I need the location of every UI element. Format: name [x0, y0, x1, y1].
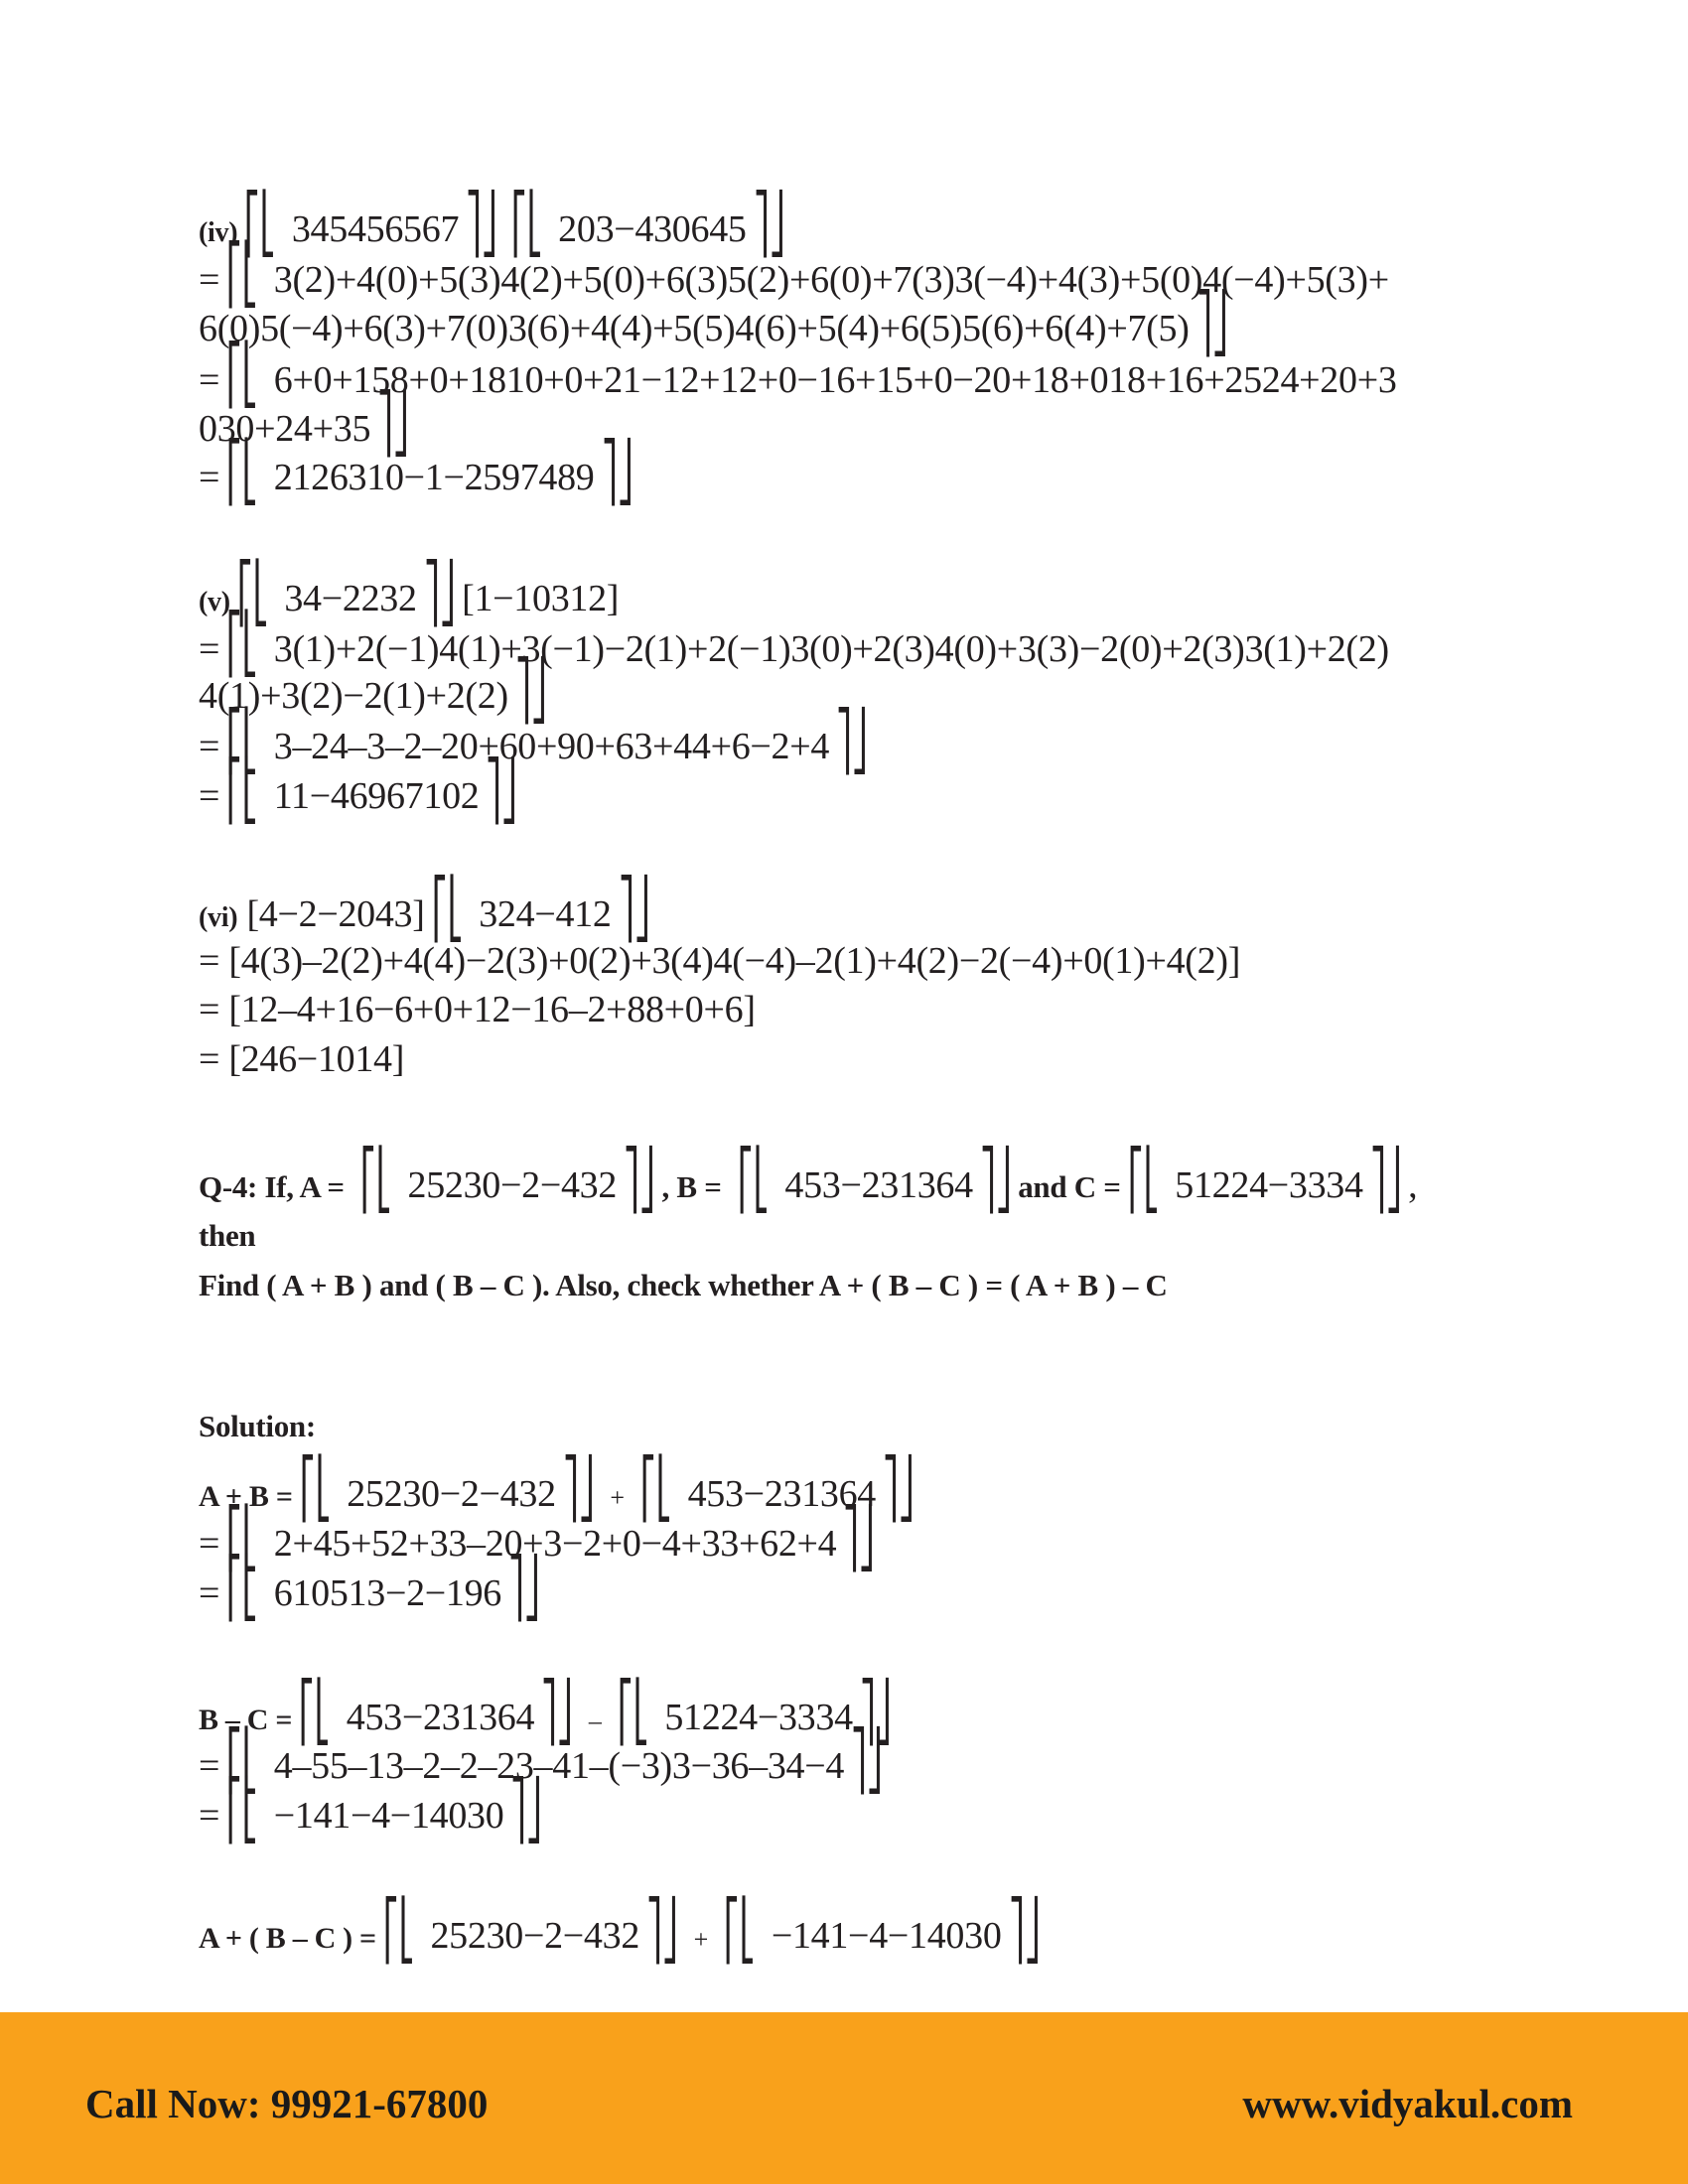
bracket-icon: ⎤⎦: [850, 1728, 883, 1793]
bracket-icon: ⎤⎦: [835, 709, 868, 773]
result: 11−46967102: [273, 775, 480, 817]
bracket-icon: ⎤⎦: [979, 1148, 1012, 1212]
equals-sign: =: [199, 726, 220, 767]
equals-sign: =: [199, 259, 220, 301]
bracket-icon: ⎤⎦: [541, 1680, 573, 1744]
part-label: (vi): [199, 902, 238, 933]
part-vi-result: = [246−1014]: [199, 1038, 405, 1080]
part-v-step2: [199, 709, 874, 773]
expression: 4(1)+3(2)−2(1)+2(2): [199, 675, 508, 717]
matrix-c: 51224−3334: [1175, 1164, 1363, 1206]
matrix: 34−2232: [284, 578, 417, 619]
bracket-icon: ⎤⎦: [1369, 1148, 1402, 1212]
expression: 3–24–3–2–20+60+90+63+44+6−2+4: [273, 726, 830, 767]
bracket-icon: ⎤⎦: [562, 1456, 595, 1521]
a-plus-b-minus-c-line: [199, 1898, 1047, 1963]
matrix: 345456567: [291, 208, 460, 250]
equals-sign: =: [199, 1572, 220, 1614]
bracket-icon: ⎤⎦: [486, 758, 517, 823]
bracket-icon: ⎡⎣: [226, 758, 258, 823]
bracket-icon: ⎡⎣: [639, 1456, 672, 1521]
equals-sign: =: [199, 1795, 220, 1837]
question-then: then: [199, 1218, 256, 1253]
part-iv-step1b: [199, 291, 1234, 355]
equals-sign: =: [199, 1745, 220, 1787]
question-prefix: Q-4: If, A =: [199, 1169, 345, 1204]
part-vi-step1: = [4(3)–2(2)+4(4)−2(3)+0(2)+3(4)4(−4)–2(1)+4(2)−2(−4)+0(1)+4(2)]: [199, 940, 1241, 982]
a-plus-b-result: [199, 1556, 546, 1620]
bracket-icon: ⎡⎣: [382, 1898, 415, 1963]
bracket-icon: ⎡⎣: [226, 612, 258, 676]
bracket-icon: ⎡⎣: [236, 561, 269, 625]
bracket-icon: ⎤⎦: [466, 192, 497, 256]
a-plus-b-label: A + B =: [199, 1480, 293, 1513]
part-vi-question: [199, 877, 656, 941]
bracket-icon: ⎡⎣: [226, 1728, 258, 1793]
part-label: (iv): [199, 217, 238, 248]
bracket-icon: ⎡⎣: [617, 1680, 649, 1744]
part-v-result: [199, 758, 524, 823]
bracket-icon: ⎤⎦: [618, 877, 650, 941]
matrix: −141−4−14030: [771, 1915, 1002, 1957]
bracket-icon: ⎡⎣: [737, 1148, 770, 1212]
solution-heading: Solution:: [199, 1409, 316, 1443]
equals-sign: =: [199, 359, 220, 401]
part-iv-result: [199, 440, 639, 504]
equals-sign: =: [199, 775, 220, 817]
equals-sign: =: [199, 628, 220, 670]
bracket-icon: ⎡⎣: [226, 342, 258, 407]
question-b-label: , B =: [661, 1169, 722, 1204]
bracket-icon: ⎡⎣: [226, 1556, 258, 1620]
equals-sign: =: [199, 1523, 220, 1565]
matrix: 453−231364: [687, 1473, 877, 1515]
a-plus-b-step: [199, 1506, 882, 1570]
result: −141−4−14030: [273, 1795, 504, 1837]
a-plus-b-minus-c-label: A + ( B – C ) =: [199, 1922, 376, 1955]
footer-banner: [0, 2012, 1688, 2184]
bracket-icon: ⎤⎦: [843, 1506, 875, 1570]
expression: 6(0)5(−4)+6(3)+7(0)3(6)+4(4)+5(5)4(6)+5(4)+6(5)5(6)+6(4)+7(5): [199, 308, 1190, 349]
part-vi-step2: = [12–4+16−6+0+12−16–2+88+0+6]: [199, 989, 756, 1030]
matrix: 25230−2−432: [430, 1915, 640, 1957]
call-now-text[interactable]: Call Now: 99921-67800: [85, 2081, 489, 2126]
plus-sign: +: [610, 1483, 625, 1512]
expression: 3(1)+2(−1)4(1)+3(−1)−2(1)+2(−1)3(0)+2(3)4(0)+3(3)−2(0)+2(3)3(1)+2(2): [273, 628, 1389, 670]
matrix: 51224−3334: [664, 1697, 853, 1738]
bracket-icon: ⎡⎣: [724, 1898, 756, 1963]
bracket-icon: ⎡⎣: [1127, 1148, 1160, 1212]
expression: 030+24+35: [199, 408, 371, 450]
plus-sign: +: [693, 1925, 709, 1954]
bracket-icon: ⎤⎦: [1008, 1898, 1041, 1963]
matrix-a: 25230−2−432: [407, 1164, 618, 1206]
question-and-label: and C =: [1018, 1169, 1121, 1204]
minus-sign: –: [588, 1706, 602, 1735]
bracket-icon: ⎡⎣: [244, 192, 276, 256]
bracket-icon: ⎡⎣: [510, 192, 543, 256]
bracket-icon: ⎤⎦: [423, 561, 456, 625]
expression: 4–55–13–2–2–23–41–(−3)3−36–34−4: [273, 1745, 845, 1787]
bracket-icon: ⎡⎣: [226, 1778, 258, 1843]
matrix-b: 453−231364: [784, 1164, 973, 1206]
bracket-icon: ⎤⎦: [645, 1898, 678, 1963]
matrix: 203−430645: [558, 208, 747, 250]
bracket-icon: ⎤⎦: [882, 1456, 914, 1521]
bracket-icon: ⎤⎦: [377, 391, 409, 456]
bracket-icon: ⎤⎦: [859, 1680, 892, 1744]
matrix: 25230−2−432: [347, 1473, 556, 1515]
bracket-icon: ⎤⎦: [510, 1778, 542, 1843]
part-v-step1a: [199, 612, 1389, 676]
matrix: 453−231364: [346, 1697, 535, 1738]
b-minus-c-step: [199, 1728, 889, 1793]
bracket-icon: ⎤⎦: [1196, 291, 1228, 355]
bracket-icon: ⎡⎣: [431, 877, 464, 941]
website-link[interactable]: www.vidyakul.com: [1242, 2081, 1573, 2126]
part-v-question: [199, 561, 620, 625]
b-minus-c-result: [199, 1778, 549, 1843]
matrix: [4−2−2043]: [246, 893, 425, 935]
question-task: Find ( A + B ) and ( B – C ). Also, check whether A + ( B – C ) = ( A + B ) – C: [199, 1268, 1168, 1302]
bracket-icon: ⎡⎣: [226, 709, 258, 773]
bracket-icon: ⎡⎣: [226, 242, 258, 307]
expression: 6+0+158+0+1810+0+21−12+12+0−16+15+0−20+18+018+16+2524+20+3: [273, 359, 1397, 401]
b-minus-c-line: [199, 1680, 898, 1744]
result: 2126310−1−2597489: [273, 457, 595, 498]
expression: 3(2)+4(0)+5(3)4(2)+5(0)+6(3)5(2)+6(0)+7(3)3(−4)+4(3)+5(0)4(−4)+5(3)+: [273, 259, 1389, 301]
a-plus-b-line: [199, 1456, 920, 1521]
matrix: [1−10312]: [462, 578, 620, 619]
bracket-icon: ⎤⎦: [623, 1148, 655, 1212]
bracket-icon: ⎡⎣: [359, 1148, 392, 1212]
matrix: 324−412: [479, 893, 612, 935]
result: 610513−2−196: [273, 1572, 502, 1614]
equals-sign: =: [199, 457, 220, 498]
bracket-icon: ⎤⎦: [601, 440, 633, 504]
bracket-icon: ⎤⎦: [753, 192, 785, 256]
bracket-icon: ⎡⎣: [299, 1456, 332, 1521]
bracket-icon: ⎡⎣: [226, 440, 258, 504]
part-iv-question: [199, 192, 791, 256]
b-minus-c-label: B – C =: [199, 1704, 293, 1736]
part-label: (v): [199, 587, 230, 617]
question-4: Q-4: If, A = ⎡⎣ 25230−2−432 ⎤⎦ , B = ⎡⎣ 453−231364 ⎤⎦ and C = ⎡⎣ 51224−3334 ⎤⎦ ,: [199, 1148, 1418, 1212]
bracket-icon: ⎡⎣: [299, 1680, 331, 1744]
bracket-icon: ⎤⎦: [514, 658, 547, 723]
bracket-icon: ⎤⎦: [507, 1556, 540, 1620]
bracket-icon: ⎡⎣: [226, 1506, 258, 1570]
expression: 2+45+52+33–20+3−2+0−4+33+62+4: [273, 1523, 837, 1565]
